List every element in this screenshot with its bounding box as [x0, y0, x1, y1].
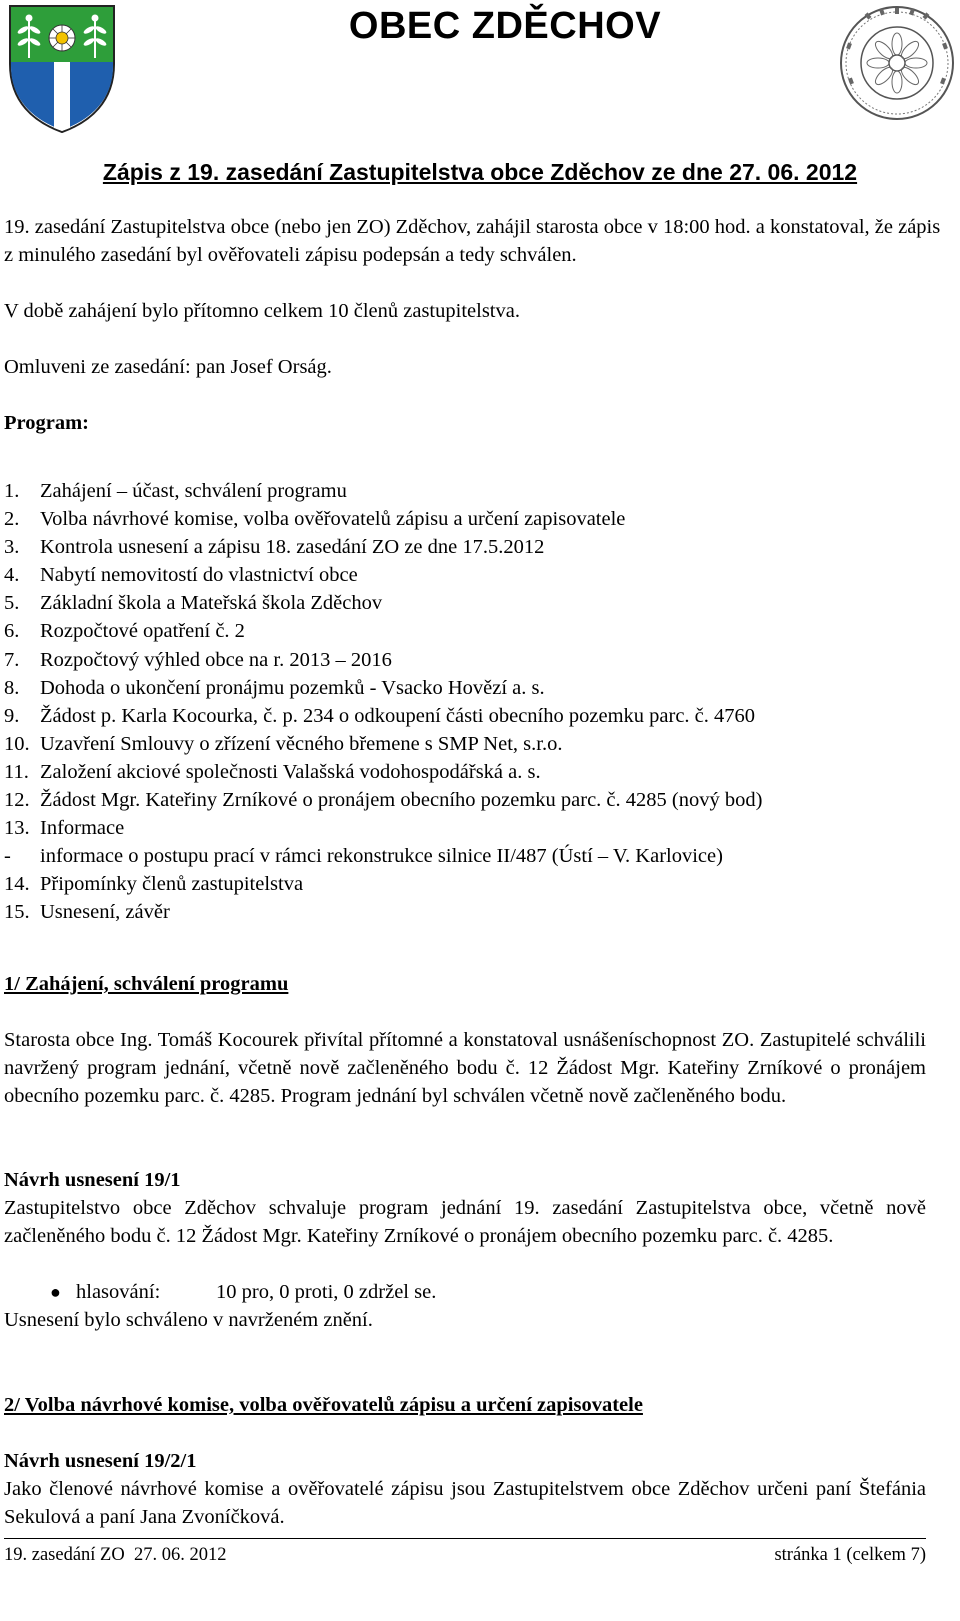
vote-label: hlasování: [76, 1281, 161, 1303]
program-heading: Program: [4, 412, 90, 434]
list-item [4, 898, 954, 926]
item-text: Zahájení – účast, schválení programu [40, 480, 347, 502]
attendance-text: V době zahájení bylo přítomno celkem 10 členů zastupitelstva. [4, 300, 520, 322]
list-item [4, 702, 954, 730]
list-item [4, 814, 954, 842]
list-item [4, 477, 954, 505]
list-item [4, 730, 954, 758]
item-number: 15. [4, 901, 30, 924]
section-heading: 2/ Volba návrhové komise, volba ověřovatelů zápisu a určení zapisovatele [4, 1394, 643, 1416]
item-number: 2. [4, 508, 20, 531]
item-number: 7. [4, 648, 20, 671]
item-text: Založení akciové společnosti Valašská vodohospodářská a. s. [40, 760, 541, 783]
item-number: 14. [4, 873, 30, 896]
item-text: Kontrola usnesení a zápisu 18. zasedání ZO ze dne 17.5.2012 [40, 536, 545, 559]
outcome-text: Usnesení bylo schváleno v navrženém znění. [4, 1309, 373, 1331]
vote-row [50, 1278, 950, 1306]
list-item [4, 674, 954, 702]
item-text: Uzavření Smlouvy o zřízení věcného břemene s SMP Net, s.r.o. [40, 732, 563, 755]
list-item [4, 617, 954, 645]
item-text: Rozpočtové opatření č. 2 [40, 620, 245, 643]
list-item [4, 533, 954, 561]
item-number: - [4, 845, 11, 868]
item-number: 1. [4, 480, 20, 502]
item-number: 3. [4, 536, 20, 559]
footer-divider [4, 1538, 926, 1539]
municipal-seal-icon [836, 4, 958, 122]
item-text: Informace [40, 817, 125, 840]
list-item [4, 589, 954, 617]
item-text: Rozpočtový výhled obce na r. 2013 – 2016 [40, 648, 392, 671]
section-heading: 1/ Zahájení, schválení programu [4, 973, 289, 995]
list-item [4, 758, 954, 786]
organization-name: OBEC ZDĚCHOV [348, 5, 662, 47]
proposal-text: Zastupitelstvo obce Zděchov schvaluje program jednání 19. zasedání Zastupitelstva obce, včetně nově začleněného bodu č. 12 Žádost Mgr. Kateřiny Zrníkové o pronájem obecního pozemku parc. č. 4285. [4, 1197, 926, 1247]
item-number: 10. [4, 732, 30, 755]
list-item [4, 505, 954, 533]
section-body: Starosta obce Ing. Tomáš Kocourek přivítal přítomné a konstatoval usnášeníschopnost ZO. Zastupitelé schválili navržený program jednání, včetně nově začleněného bodu č. 12 Žádost Mgr. Kateřiny Zrníkové o pronájem obecního pozemku parc. č. 4285. Program jednání byl schválen včetně nově začleněného bodu. [4, 1029, 926, 1107]
item-number: 5. [4, 592, 20, 615]
intro-paragraph: 19. zasedání Zastupitelstva obce (nebo jen ZO) Zděchov, zahájil starosta obce v 18:00 hod. a konstatoval, že zápis z minulého zasedání byl ověřovateli zápisu podepsán a tedy schválen. [4, 216, 941, 266]
excused-text: Omluveni ze zasedání: pan Josef Orság. [4, 356, 332, 378]
proposal-label: Návrh usnesení 19/2/1 [4, 1450, 197, 1472]
item-text: Žádost Mgr. Kateřiny Zrníkové o pronájem obecního pozemku parc. č. 4285 (nový bod) [40, 789, 763, 812]
page-number: stránka 1 (celkem 7) [774, 1545, 926, 1565]
item-number: 11. [4, 760, 29, 783]
item-text: Nabytí nemovitostí do vlastnictví obce [40, 564, 358, 587]
item-text: Usnesení, závěr [40, 901, 170, 924]
footer-meeting-date: 19. zasedání ZO 27. 06. 2012 [4, 1545, 227, 1565]
document-title: Zápis z 19. zasedání Zastupitelstva obce Zděchov ze dne 27. 06. 2012 [102, 159, 858, 185]
item-text: Volba návrhové komise, volba ověřovatelů zápisu a určení zapisovatele [40, 508, 626, 531]
item-text: informace o postupu prací v rámci rekonstrukce silnice II/487 (Ústí – V. Karlovice) [40, 845, 723, 868]
item-number: 13. [4, 817, 30, 840]
proposal-label: Návrh usnesení 19/1 [4, 1169, 181, 1191]
proposal-text: Jako členové návrhové komise a ověřovatelé zápisu jsou Zastupitelstvem obce Zděchov určeni paní Štefánia Sekulová a paní Jana Zvoníčková. [4, 1478, 926, 1528]
coat-of-arms-icon [4, 2, 120, 134]
item-text: Žádost p. Karla Kocourka, č. p. 234 o odkoupení části obecního pozemku parc. č. 4760 [40, 704, 756, 727]
list-item [4, 842, 954, 870]
item-text: Základní škola a Mateřská škola Zděchov [40, 592, 383, 615]
list-item [4, 870, 954, 898]
page-footer [4, 1542, 926, 1568]
item-number: 9. [4, 704, 20, 727]
list-item [4, 646, 954, 674]
item-number: 8. [4, 676, 20, 699]
item-number: 12. [4, 789, 30, 812]
item-number: 6. [4, 620, 20, 643]
list-item [4, 786, 954, 814]
item-text: Připomínky členů zastupitelstva [40, 873, 304, 896]
list-item [4, 561, 954, 589]
item-text: Dohoda o ukončení pronájmu pozemků - Vsacko Hovězí a. s. [40, 676, 545, 699]
vote-result: 10 pro, 0 proti, 0 zdržel se. [216, 1281, 437, 1303]
program-list [4, 477, 954, 927]
bullet-icon: ● [50, 1282, 61, 1302]
item-number: 4. [4, 564, 20, 587]
